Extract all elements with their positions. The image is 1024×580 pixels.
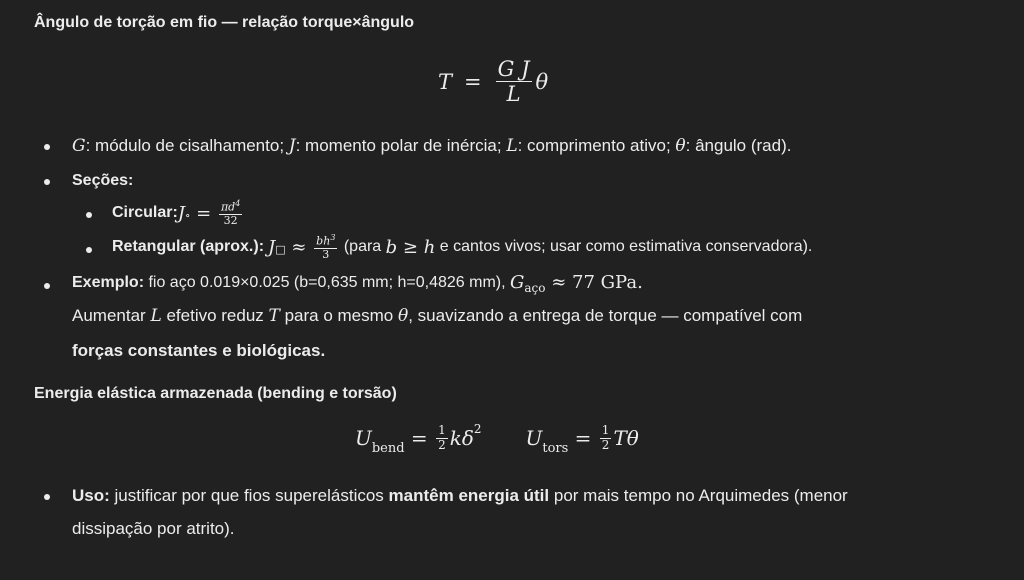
formula-energy [355, 422, 639, 456]
symbol-ge: ≥ [397, 236, 424, 258]
exemplo-line2-b: efetivo reduz [161, 306, 269, 325]
fraction-1-den: 2 [438, 437, 446, 452]
list-item-secoes: Seções: [72, 172, 134, 189]
formula-lhs: T [438, 69, 453, 94]
energy-fraction-1 [436, 424, 448, 453]
symbol-L: L [506, 136, 518, 156]
retangular-label: Retangular (aprox.): [112, 238, 265, 255]
sub-bullet-marker [86, 247, 92, 253]
fraction-2-num: 1 [601, 423, 610, 437]
formula-theta: θ [535, 69, 549, 94]
formula-torque-angle [438, 57, 548, 106]
circular-den: 32 [223, 213, 238, 227]
fraction-1-num: 1 [438, 423, 446, 437]
formula-denominator: L [506, 82, 521, 107]
circular-label: Circular: [112, 204, 178, 221]
uso-bold: mantêm energia útil [388, 486, 550, 505]
exemplo-line-3: forças constantes e biológicas. [72, 341, 326, 360]
bullet-marker [44, 283, 50, 289]
U-bend-subscript: bend [371, 440, 405, 456]
k-delta: kδ [449, 426, 474, 451]
list-item-circular [112, 198, 244, 228]
list-item-uso [72, 486, 848, 506]
symbol-G: G [72, 136, 86, 156]
list-item-retangular [112, 232, 812, 262]
symbol-U-tors: U [525, 426, 543, 451]
exemplo-line-2 [72, 306, 802, 326]
symbol-theta: θ [397, 306, 409, 326]
uso-text-2: por mais tempo no Arquimedes (menor [549, 486, 848, 505]
T-theta: Tθ [613, 426, 639, 451]
exemplo-label: Exemplo: [72, 273, 145, 291]
circular-num-exp: 4 [235, 198, 241, 208]
def-G-text: : módulo de cisalhamento; [85, 136, 289, 155]
symbol-b: b [385, 236, 398, 258]
def-L-text: : comprimento ativo; [517, 136, 676, 155]
energy-equals-1: = [404, 426, 435, 451]
retangular-text-2: e cantos vivos; usar como estimativa conservadora). [435, 238, 813, 255]
exemplo-text: fio aço 0.019×0.025 (b=0,635 mm; h=0,4826 mm), [144, 273, 511, 291]
bullet-marker [44, 179, 50, 185]
exemplo-line2-a: Aumentar [72, 306, 151, 325]
symbol-U-bend: U [355, 426, 372, 451]
circular-equals: = [190, 202, 217, 224]
circular-symbol: J [177, 202, 186, 224]
energy-fraction-2 [600, 424, 612, 453]
retangular-symbol: J [268, 236, 276, 258]
fraction-2-den: 2 [601, 437, 610, 452]
exemplo-line2-d: , suavizando a entrega de torque — compatível com [408, 306, 803, 325]
section-heading-torsion: Ângulo de torção em fio — relação torque×ângulo [34, 14, 415, 31]
section-heading-energy: Energia elástica armazenada (bending e torsão) [34, 385, 397, 402]
formula-numerator: G J [497, 57, 530, 81]
delta-exponent: 2 [473, 422, 482, 436]
circular-fraction [219, 199, 242, 228]
uso-line-2: dissipação por atrito). [72, 519, 235, 538]
def-theta-text: : ângulo (rad). [685, 136, 792, 155]
symbol-theta: θ [675, 136, 686, 156]
retangular-num: bh [316, 234, 331, 248]
uso-text-1: justificar por que fios superelásticos [109, 486, 389, 505]
list-item-exemplo [72, 272, 643, 293]
bullet-marker [44, 494, 50, 500]
energy-equals-2: = [568, 426, 598, 451]
circular-subscript: ∘ [185, 209, 191, 222]
symbol-T: T [268, 306, 280, 326]
formula-equals: = [464, 69, 482, 94]
bullet-marker [44, 144, 50, 150]
exemplo-value: ≈ 77 GPa. [545, 272, 643, 293]
U-tors-subscript: tors [542, 440, 569, 456]
symbol-h: h [423, 236, 436, 258]
G-aco-subscript: aço [524, 281, 546, 295]
retangular-den: 3 [322, 247, 330, 261]
uso-label: Uso: [72, 486, 110, 505]
list-item-definitions [72, 136, 791, 156]
sub-bullet-marker [86, 212, 92, 218]
exemplo-line2-c: para o mesmo [279, 306, 398, 325]
retangular-text-1: (para [339, 238, 386, 255]
symbol-G-aco: G [510, 272, 525, 293]
def-J-text: : momento polar de inércia; [295, 136, 507, 155]
retangular-subscript: □ [275, 243, 286, 256]
formula-fraction [496, 57, 532, 106]
symbol-L: L [150, 306, 162, 326]
retangular-approx: ≈ [285, 236, 313, 258]
symbol-J: J [288, 136, 296, 156]
retangular-fraction [314, 233, 337, 262]
circular-num: πd [220, 200, 236, 214]
retangular-num-exp: 3 [330, 232, 336, 242]
